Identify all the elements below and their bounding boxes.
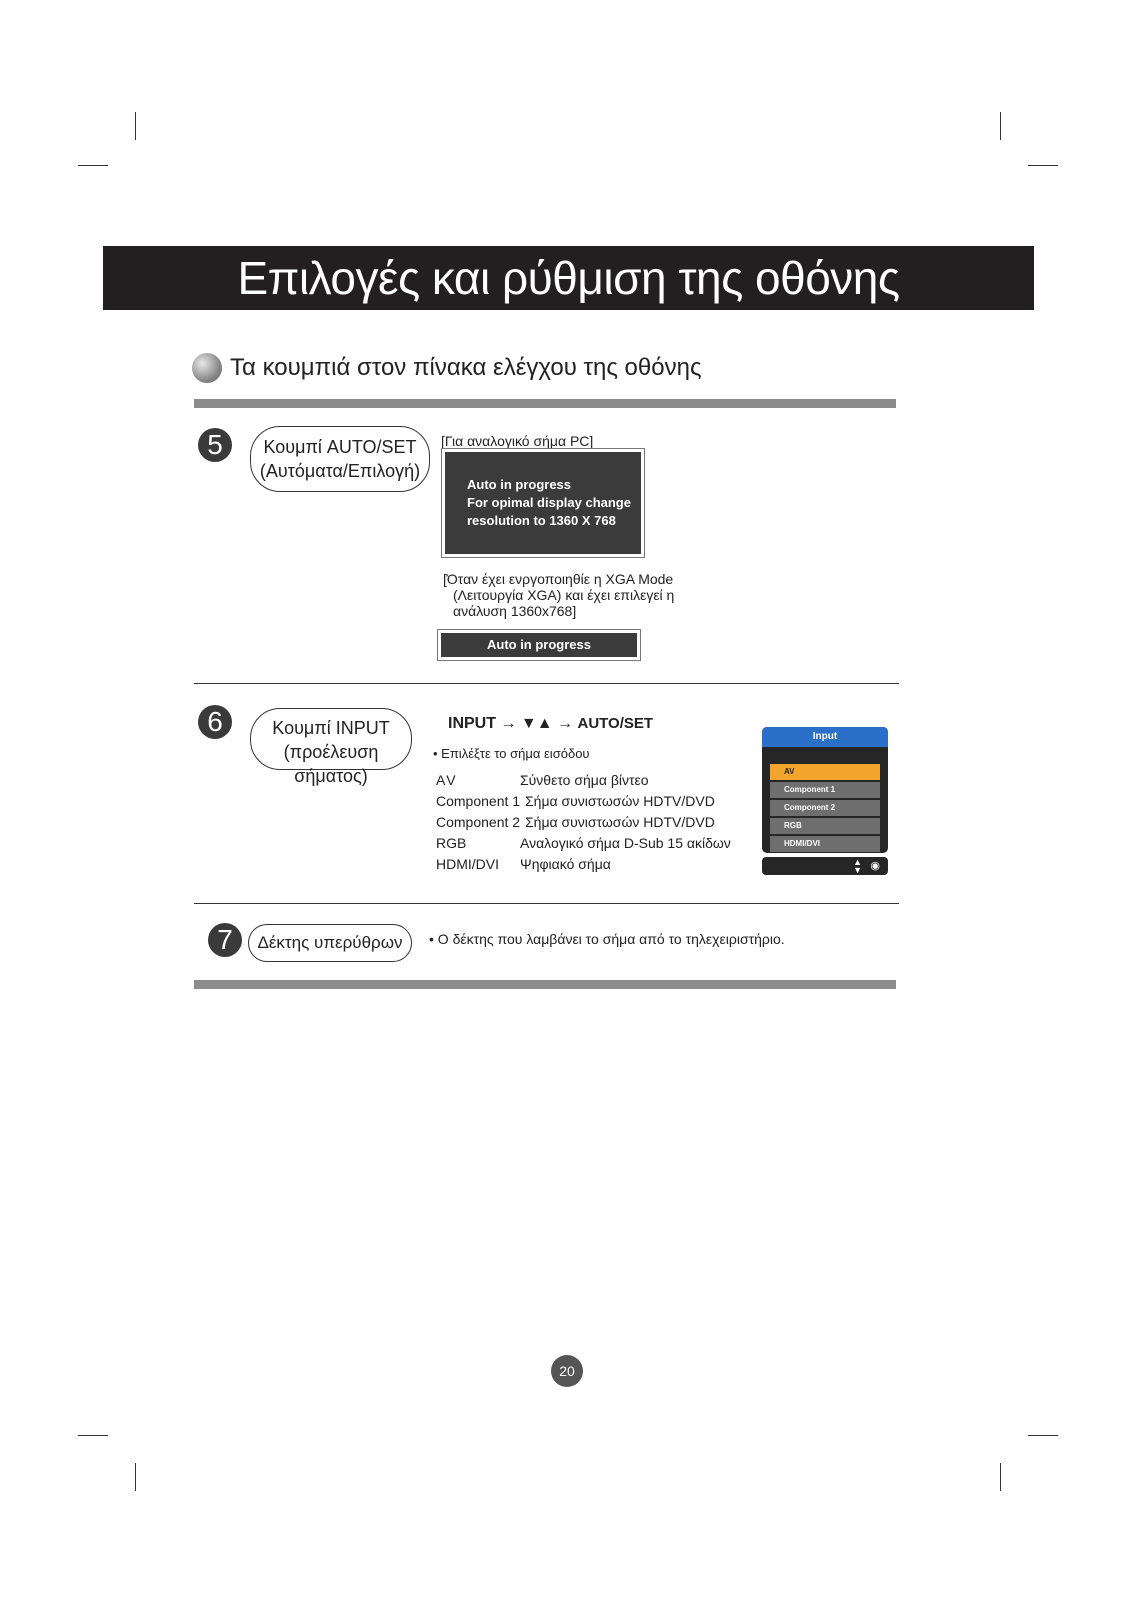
item-number-6: 6 xyxy=(198,705,232,739)
flow-autoset: AUTO/SET xyxy=(577,715,654,732)
crop-mark xyxy=(1000,112,1001,140)
arrow-right-icon: → xyxy=(500,715,517,732)
xga-note-line: (Λειτουργία XGA) και έχει επιλεγεί η xyxy=(453,587,675,603)
up-down-icon: ▲ ▼ xyxy=(853,857,862,875)
analog-signal-note: [Για αναλογικό σήμα PC] xyxy=(441,433,594,449)
autoset-button-label xyxy=(250,426,430,492)
input-button-line2: (προέλευση σήματος) xyxy=(283,742,379,786)
osd-option-hdmi-dvi[interactable]: HDMI/DVI xyxy=(770,836,880,852)
row-label: RGB xyxy=(436,835,467,851)
row-desc: Ψηφιακό σήμα xyxy=(520,856,611,872)
section-heading: Τα κουμπιά στον πίνακα ελέγχου της οθόνης xyxy=(230,354,702,381)
section-bullet-icon xyxy=(192,353,222,383)
row-desc: Σήμα συνιστωσών HDTV/DVD xyxy=(525,814,715,830)
input-osd-menu xyxy=(762,727,888,853)
select-circle-icon: ◉ xyxy=(870,860,880,872)
osd-menu-title: Input xyxy=(762,727,888,747)
osd-line: resolution to 1360 X 768 xyxy=(467,513,616,528)
xga-note-line: ανάλυση 1360x768] xyxy=(453,603,577,619)
item-number-5: 5 xyxy=(198,428,232,462)
crop-mark xyxy=(1028,165,1058,166)
input-flow xyxy=(448,715,653,733)
crop-mark xyxy=(78,1435,108,1436)
osd-option-component-2[interactable]: Component 2 xyxy=(770,800,880,816)
auto-progress-osd xyxy=(445,452,641,554)
osd-option-av[interactable]: AV xyxy=(770,764,880,780)
row-desc: Σύνθετο σήμα βίντεο xyxy=(520,772,649,788)
row-label: HDMI/DVI xyxy=(436,856,499,872)
crop-mark xyxy=(135,1463,136,1491)
osd-line: Auto in progress xyxy=(467,477,572,492)
divider xyxy=(194,903,899,904)
item-number-7: 7 xyxy=(208,923,242,957)
osd-option-rgb[interactable]: RGB xyxy=(770,818,880,834)
page-number: 20 xyxy=(551,1355,583,1387)
down-up-arrows-icon: ▼▲ xyxy=(520,715,553,732)
ir-receiver-description: • Ο δέκτης που λαμβάνει το σήμα από το τηλεχειριστήριο. xyxy=(429,931,785,947)
auto-progress-bar: Auto in progress xyxy=(441,633,637,657)
row-label: Component 2 xyxy=(436,814,521,830)
ir-receiver-label: Δέκτης υπερύθρων xyxy=(248,924,412,962)
osd-option-component-1[interactable]: Component 1 xyxy=(770,782,880,798)
flow-input: INPUT xyxy=(448,715,496,732)
row-label: Component 1 xyxy=(436,793,521,809)
crop-mark xyxy=(135,112,136,140)
autoset-button-line1: Κουμπί AUTO/SET xyxy=(263,437,417,457)
crop-mark xyxy=(1028,1435,1058,1436)
page-title: Επιλογές και ρύθμιση της οθόνης xyxy=(103,246,1034,310)
select-input-note: • Επιλέξτε το σήμα εισόδου xyxy=(433,746,590,761)
row-desc: Σήμα συνιστωσών HDTV/DVD xyxy=(525,793,715,809)
row-label: AV xyxy=(436,772,458,788)
autoset-button-line2: (Αυτόματα/Επιλογή) xyxy=(259,461,421,481)
section-top-rule xyxy=(194,399,896,408)
crop-mark xyxy=(78,165,108,166)
section-bottom-rule xyxy=(194,980,896,989)
input-button-line1: Κουμπί INPUT xyxy=(272,718,390,738)
divider xyxy=(194,683,899,684)
xga-note-line: [Όταν έχει ενργοποιηθίε η XGA Mode xyxy=(443,571,674,587)
input-button-label xyxy=(250,708,412,786)
arrow-right-icon: → xyxy=(557,715,574,732)
osd-line: For opimal display change xyxy=(467,495,631,510)
osd-menu-footer xyxy=(762,857,888,875)
xga-mode-note xyxy=(443,571,674,619)
row-desc: Αναλογικό σήμα D-Sub 15 ακίδων xyxy=(520,835,731,851)
crop-mark xyxy=(1000,1463,1001,1491)
